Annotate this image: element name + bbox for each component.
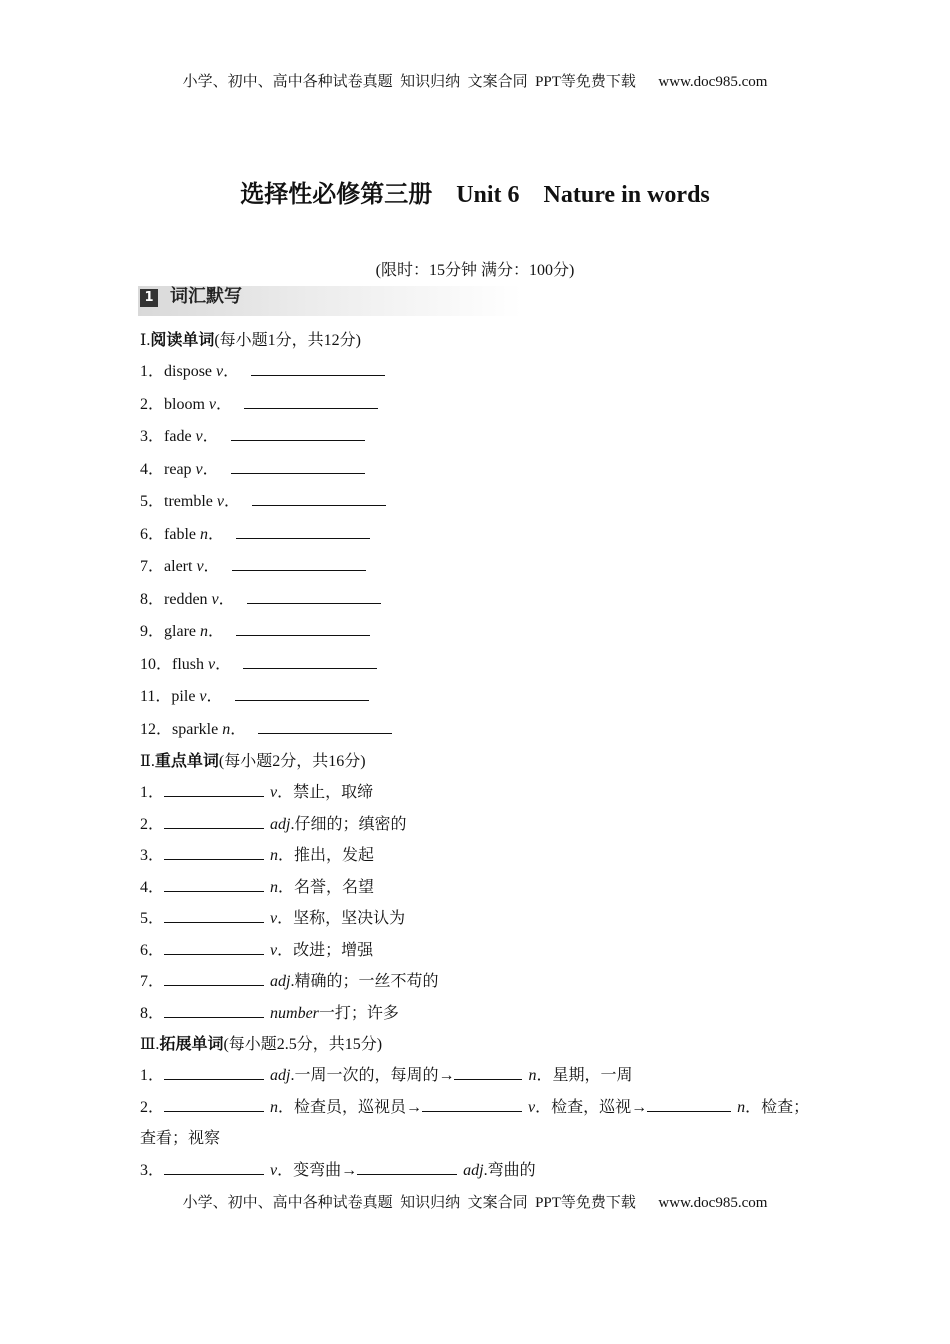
answer-blank[interactable]	[357, 1173, 457, 1175]
answer-blank[interactable]	[454, 1078, 522, 1080]
item-word: alert	[164, 558, 197, 575]
item-meaning: ．推出，发起	[278, 847, 375, 864]
answer-blank[interactable]	[164, 890, 264, 892]
item-number: 12．	[140, 720, 173, 738]
item-number: 5．	[140, 493, 165, 510]
item-word: glare	[164, 623, 200, 640]
key-word-item	[140, 840, 830, 872]
item-meaning: ．名誉，名望	[278, 878, 375, 896]
section-heading-key-words	[140, 746, 830, 777]
answer-blank[interactable]	[252, 504, 386, 506]
page-footer: 小学、初中、高中各种试卷真题 知识归纳 文案合同 PPT等免费下载 www.doc985.com	[182, 1195, 768, 1211]
item-word: sparkle	[172, 720, 223, 738]
item-meaning: ．坚称，坚决认为	[277, 910, 406, 927]
item-dot: ．	[208, 623, 225, 640]
reading-item	[140, 519, 830, 552]
section-note: (每小题1分，共12分)	[214, 332, 362, 349]
item-number: 3．	[140, 428, 165, 445]
answer-blank[interactable]	[164, 827, 264, 829]
item-meaning: ．禁止，取缔	[277, 784, 374, 801]
item-number: 3．	[140, 1161, 165, 1179]
item-pos: v	[270, 941, 278, 959]
item-pos: n	[270, 1098, 279, 1116]
answer-blank[interactable]	[235, 699, 369, 701]
item-meaning: ．星期，一周	[536, 1067, 633, 1084]
item-number: 3．	[140, 847, 165, 864]
time-score-note: (限时：15分钟 满分：100分)	[375, 262, 575, 279]
item-number: 6．	[140, 525, 165, 543]
reading-item	[140, 421, 830, 454]
item-number: 7．	[140, 973, 165, 990]
answer-blank[interactable]	[164, 1110, 264, 1112]
item-number: 1．	[140, 1067, 165, 1084]
reading-item	[140, 356, 830, 389]
answer-blank[interactable]	[164, 858, 264, 860]
section-numeral: Ⅲ.	[140, 1036, 160, 1053]
item-meaning: ．检查；	[745, 1098, 810, 1116]
item-word: tremble	[164, 493, 217, 510]
item-pos: v	[528, 1098, 536, 1116]
answer-blank[interactable]	[231, 439, 365, 441]
key-word-item	[140, 777, 830, 809]
section-numeral: Ⅰ.	[140, 332, 151, 349]
item-meaning: ．改进；增强	[277, 941, 374, 959]
answer-blank[interactable]	[243, 667, 377, 669]
answer-blank[interactable]	[164, 1016, 264, 1018]
item-number: 5．	[140, 910, 165, 927]
item-pos: v	[216, 493, 224, 510]
item-meaning: ．变弯曲→	[277, 1161, 358, 1179]
answer-blank[interactable]	[422, 1110, 522, 1112]
section-note: (每小题2分，共16分)	[218, 753, 366, 770]
answer-blank[interactable]	[164, 1078, 264, 1080]
item-dot: ．	[230, 720, 247, 738]
section-numeral: Ⅱ.	[140, 753, 155, 770]
answer-blank[interactable]	[244, 407, 378, 409]
key-word-item	[140, 998, 830, 1030]
page-header: 小学、初中、高中各种试卷真题 知识归纳 文案合同 PPT等免费下载 www.doc985.com	[182, 74, 768, 90]
extended-item	[140, 1155, 830, 1187]
item-number: 1．	[140, 784, 165, 801]
item-pos: n	[737, 1098, 746, 1116]
answer-blank[interactable]	[247, 602, 381, 604]
item-meaning: .一周一次的，每周的→	[290, 1067, 455, 1084]
item-meaning: ．检查员，巡视员→	[278, 1098, 423, 1116]
item-dot: ．	[208, 525, 225, 543]
item-word: fable	[164, 525, 200, 543]
section-banner	[138, 286, 522, 316]
extended-item	[140, 1092, 830, 1124]
item-number: 4．	[140, 878, 165, 896]
answer-blank[interactable]	[251, 374, 385, 376]
answer-blank[interactable]	[258, 732, 392, 734]
answer-blank[interactable]	[236, 634, 370, 636]
item-number: 2．	[140, 815, 165, 833]
section-heading-reading	[140, 325, 830, 356]
banner-number-badge: 1	[140, 289, 158, 307]
item-dot: ．	[216, 395, 233, 413]
item-pos: n	[200, 525, 208, 543]
item-pos: v	[216, 363, 224, 380]
item-pos: adj	[463, 1161, 484, 1179]
item-meaning: .精确的；一丝不苟的	[290, 973, 439, 990]
reading-item	[140, 486, 830, 519]
item-pos: v	[208, 655, 216, 673]
item-dot: ．	[224, 493, 241, 510]
item-pos: n	[528, 1067, 537, 1084]
item-pos: v	[199, 688, 207, 705]
section-heading-extended-words	[140, 1029, 830, 1060]
item-pos: v	[208, 395, 217, 413]
item-number: 6．	[140, 941, 165, 959]
item-word: reap	[164, 460, 196, 478]
item-meaning: .仔细的；缜密的	[290, 815, 407, 833]
item-number: 1．	[140, 363, 165, 380]
item-dot: ．	[215, 655, 232, 673]
item-pos: v	[196, 558, 204, 575]
answer-blank[interactable]	[164, 1173, 264, 1175]
key-word-item	[140, 872, 830, 904]
item-meaning: ．检查，巡视→	[535, 1098, 648, 1116]
key-word-item	[140, 935, 830, 967]
item-word: dispose	[164, 363, 217, 380]
item-number: 2．	[140, 395, 165, 413]
item-pos: v	[270, 784, 278, 801]
item-pos: v	[195, 460, 203, 478]
item-dot: ．	[218, 590, 235, 608]
key-word-item	[140, 809, 830, 841]
item-meaning: .弯曲的	[483, 1161, 536, 1179]
reading-item	[140, 584, 830, 617]
reading-item	[140, 681, 830, 714]
reading-item	[140, 714, 830, 747]
answer-blank[interactable]	[647, 1110, 731, 1112]
item-pos: n	[222, 720, 231, 738]
section-name: 重点单词	[154, 753, 219, 770]
item-pos: v	[195, 428, 203, 445]
item-word: redden	[164, 590, 212, 608]
item-number: 2．	[140, 1098, 165, 1116]
reading-item	[140, 616, 830, 649]
item-pos: n	[200, 623, 208, 640]
answer-blank[interactable]	[231, 472, 365, 474]
reading-item	[140, 454, 830, 487]
item-word: pile	[171, 688, 200, 705]
item-number: 8．	[140, 590, 165, 608]
answer-blank[interactable]	[164, 795, 264, 797]
item-pos: adj	[270, 815, 291, 833]
reading-item	[140, 389, 830, 422]
section-name: 拓展单词	[159, 1036, 224, 1053]
item-dot: ．	[223, 363, 240, 380]
section-note: (每小题2.5分，共15分)	[223, 1036, 383, 1053]
item-meaning: 一打；许多	[318, 1004, 399, 1022]
item-number: 10．	[140, 655, 173, 673]
answer-blank[interactable]	[236, 537, 370, 539]
item-word: fade	[164, 428, 196, 445]
item-word: flush	[172, 655, 209, 673]
banner-label: 词汇默写	[170, 286, 242, 307]
item-number: 7．	[140, 558, 165, 575]
item-dot: ．	[206, 688, 223, 705]
section-name: 阅读单词	[150, 332, 215, 349]
page-title: 选择性必修第三册 Unit 6 Nature in words	[240, 182, 710, 208]
answer-blank[interactable]	[164, 984, 264, 986]
item-word: bloom	[164, 395, 209, 413]
item-pos: n	[270, 878, 279, 896]
item-pos: v	[270, 910, 278, 927]
item-pos: v	[270, 1161, 278, 1179]
item-number: 4．	[140, 460, 165, 478]
item-number: 8．	[140, 1004, 165, 1022]
answer-blank[interactable]	[164, 953, 264, 955]
exercise-content	[140, 325, 830, 1186]
item-pos: v	[211, 590, 219, 608]
item-dot: ．	[202, 460, 219, 478]
item-pos: adj	[270, 1067, 291, 1084]
item-number: 11．	[140, 688, 172, 705]
reading-item	[140, 649, 830, 682]
key-word-item	[140, 903, 830, 935]
item-pos: number	[270, 1004, 319, 1022]
key-word-item	[140, 966, 830, 998]
item-pos: adj	[270, 973, 291, 990]
extended-item	[140, 1060, 830, 1092]
reading-item	[140, 551, 830, 584]
item-dot: ．	[202, 428, 219, 445]
answer-blank[interactable]	[232, 569, 366, 571]
answer-blank[interactable]	[164, 921, 264, 923]
item-number: 9．	[140, 623, 165, 640]
extended-item-continued: 查看；视察	[140, 1130, 221, 1147]
item-dot: ．	[203, 558, 220, 575]
item-pos: n	[270, 847, 279, 864]
